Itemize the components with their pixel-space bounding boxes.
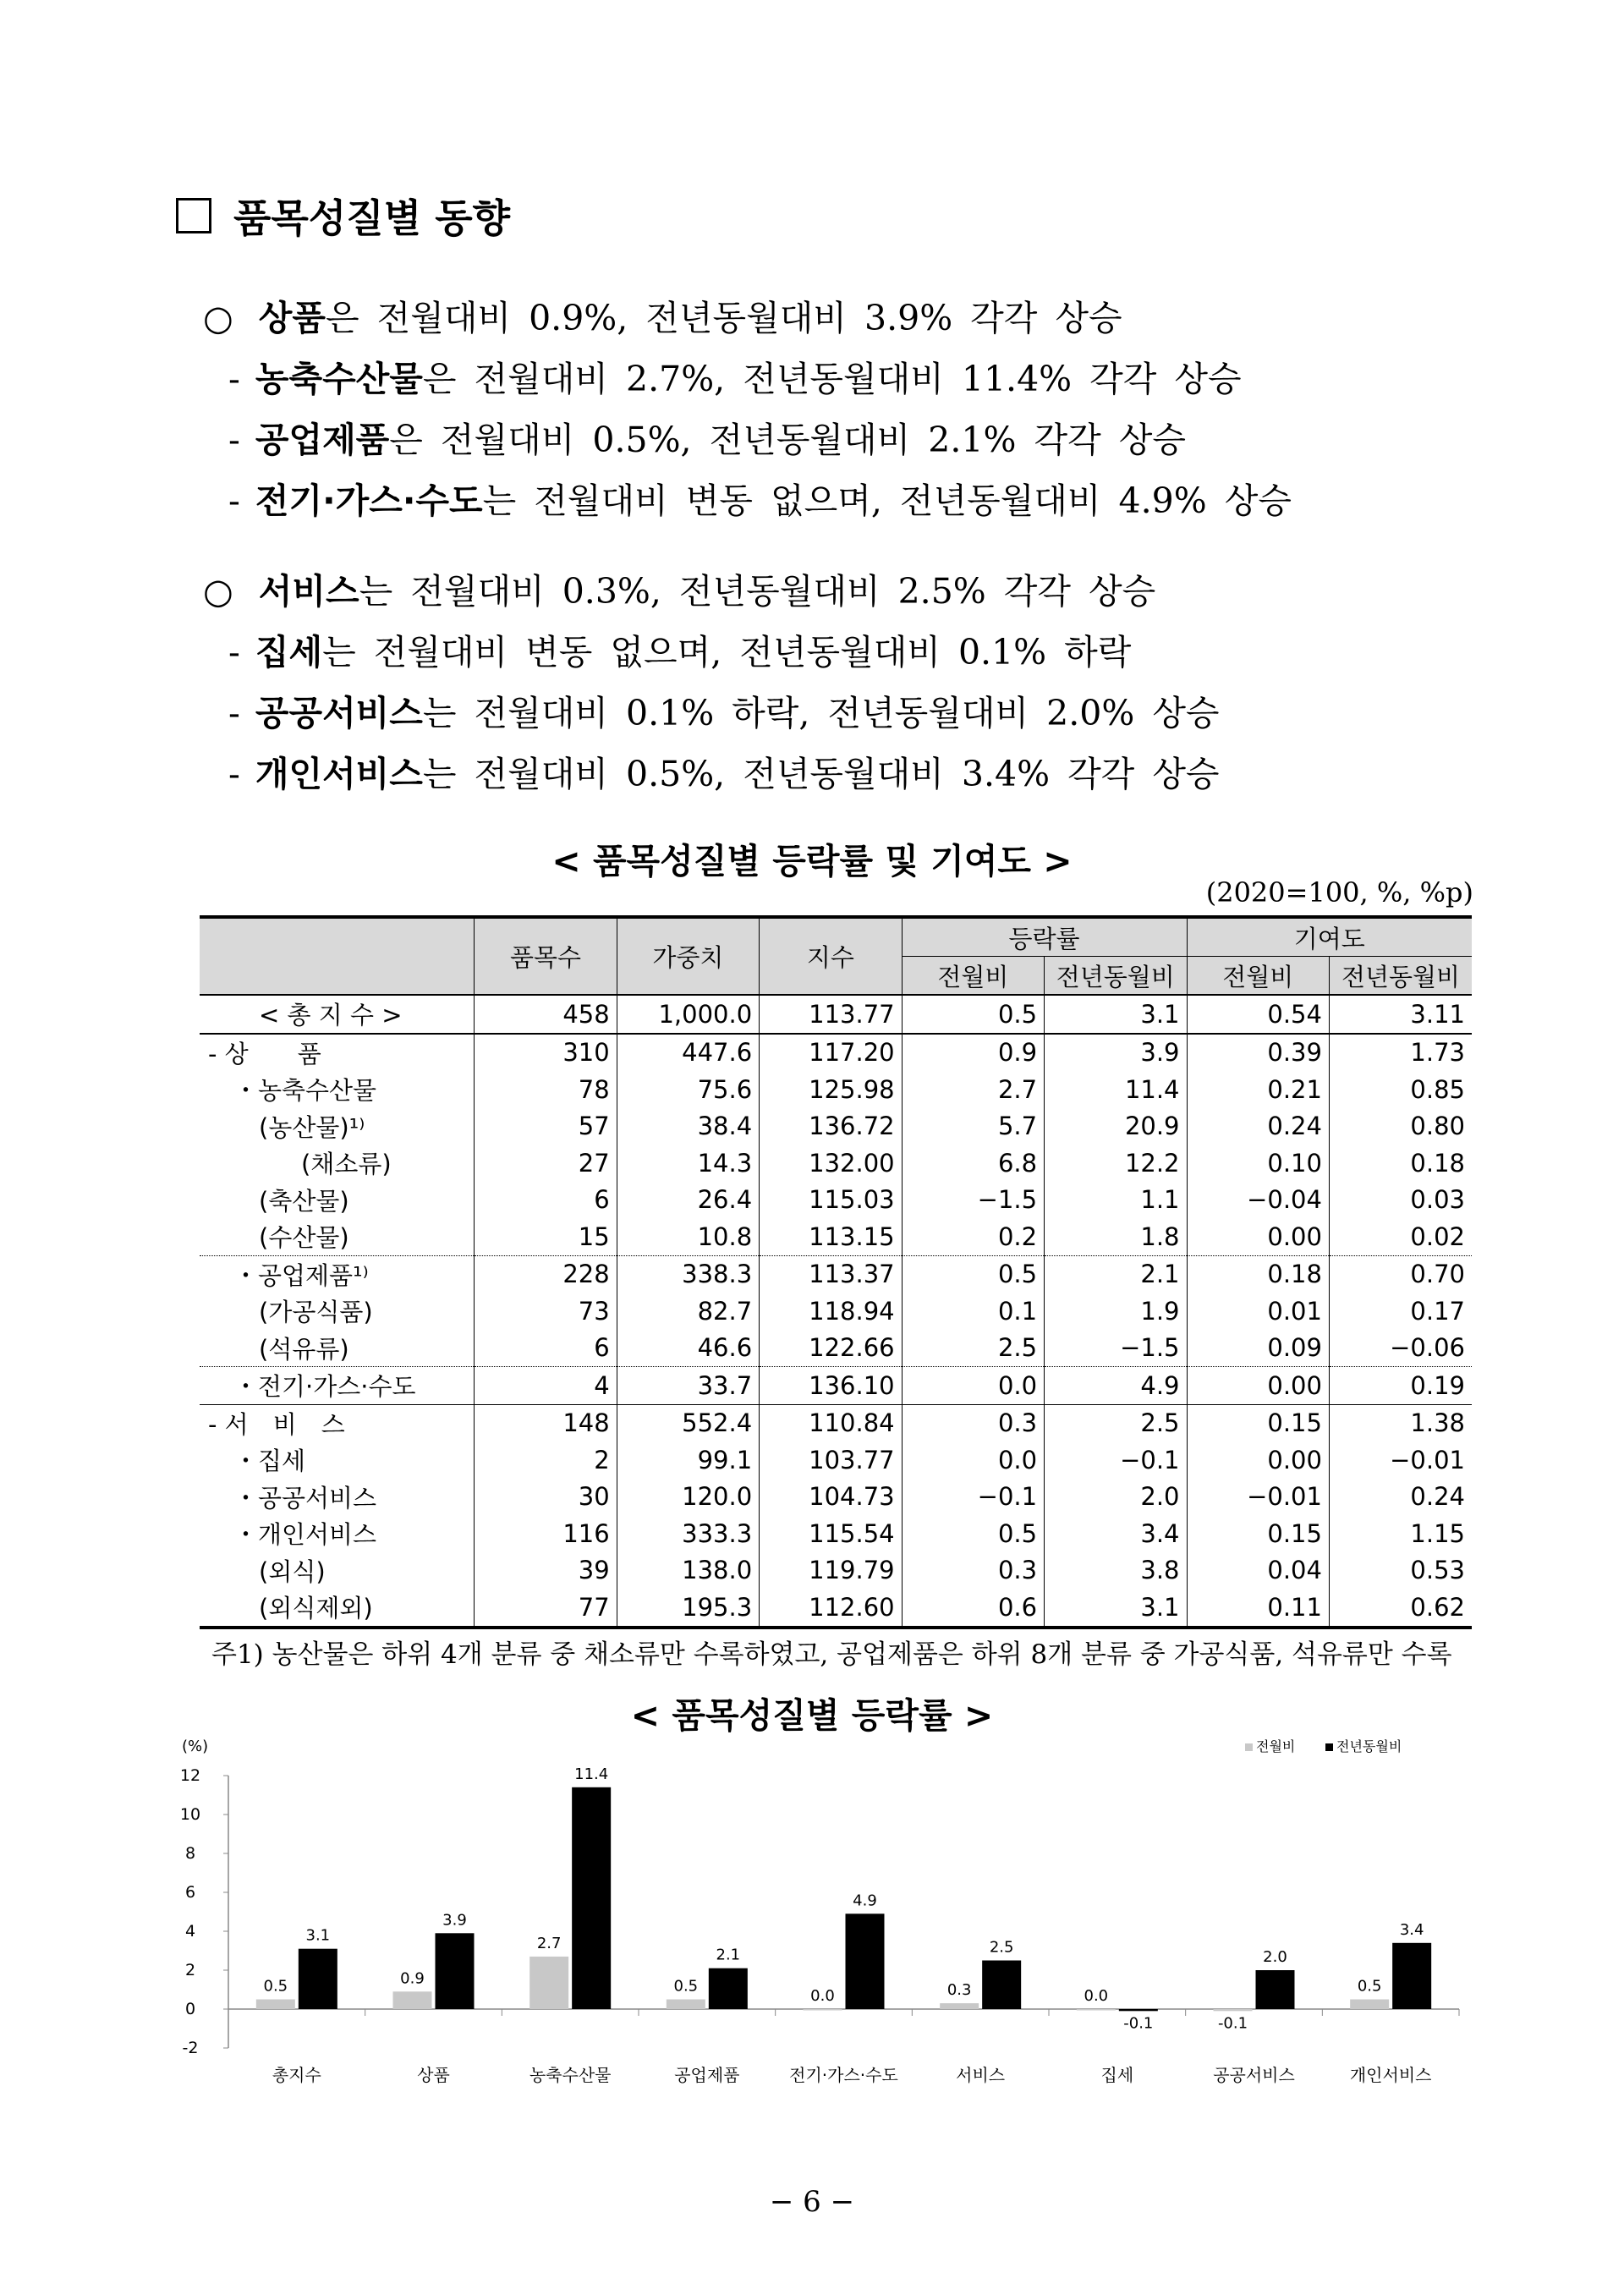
header-weight: 가중치	[617, 917, 759, 995]
cell-value: 0.01	[1187, 1293, 1329, 1330]
cell-value: 3.1	[1045, 995, 1187, 1034]
legend-swatch-mom	[1245, 1743, 1253, 1751]
y-tick-label: 12	[179, 1766, 201, 1785]
section-title-text: 품목성질별 동향	[233, 195, 511, 241]
y-tick-label: 4	[184, 1922, 196, 1941]
cell-value: 104.73	[760, 1479, 902, 1516]
cell-value: −1.5	[902, 1182, 1044, 1219]
row-label: ・집세	[200, 1441, 475, 1479]
summary-line	[228, 351, 1242, 401]
page-number: − 6 −	[769, 2185, 855, 2219]
table-row	[200, 1330, 1472, 1367]
data-label: 3.4	[1399, 1920, 1424, 1939]
data-table	[200, 915, 1472, 1629]
cell-value: 119.79	[760, 1552, 902, 1589]
table-row	[200, 1108, 1472, 1145]
cell-value: 6	[475, 1182, 617, 1219]
cell-value: 0.02	[1329, 1218, 1472, 1255]
cell-value: 116	[475, 1515, 617, 1552]
table-row	[200, 1552, 1472, 1589]
checkbox-icon	[176, 198, 211, 233]
row-label: (석유류)	[200, 1330, 475, 1367]
cell-value: 0.04	[1187, 1552, 1329, 1589]
item-description: 는 전월대비 0.1% 하락, 전년동월대비 2.0% 상승	[422, 693, 1220, 733]
cell-value: 120.0	[617, 1479, 759, 1516]
cell-value: 0.0	[902, 1367, 1044, 1405]
cell-value: 122.66	[760, 1330, 902, 1367]
bullet: ○	[203, 571, 233, 612]
item-name: 상품	[258, 298, 326, 338]
bar-yoy	[982, 1961, 1021, 2010]
y-tick-label: 8	[184, 1844, 196, 1863]
cell-value: 0.00	[1187, 1441, 1329, 1479]
bar-mom	[1077, 2009, 1116, 2011]
data-label: 11.4	[574, 1765, 609, 1783]
cell-value: 333.3	[617, 1515, 759, 1552]
x-tick-label: 개인서비스	[1349, 2065, 1432, 2085]
data-label: 0.5	[1357, 1977, 1382, 1996]
table-row	[200, 995, 1472, 1034]
bullet: -	[228, 754, 240, 794]
bullet: -	[228, 359, 240, 399]
cell-value: 1.38	[1329, 1404, 1472, 1441]
cell-value: 132.00	[760, 1145, 902, 1182]
cell-value: 1.8	[1045, 1218, 1187, 1255]
cell-value: 113.77	[760, 995, 902, 1034]
cell-value: 0.03	[1329, 1182, 1472, 1219]
item-name: 공공서비스	[255, 693, 423, 733]
table-row	[200, 1034, 1472, 1072]
chart-caption: < 품목성질별 등락률 >	[630, 1695, 994, 1736]
x-tick-label: 집세	[1100, 2065, 1134, 2085]
cell-value: −0.1	[1045, 1441, 1187, 1479]
data-label: 0.9	[400, 1969, 425, 1988]
cell-value: 0.17	[1329, 1293, 1472, 1330]
cell-value: 113.37	[760, 1255, 902, 1293]
cell-value: 39	[475, 1552, 617, 1589]
item-description: 은 전월대비 2.7%, 전년동월대비 11.4% 각각 상승	[422, 359, 1242, 399]
item-name: 서비스	[258, 571, 359, 612]
y-tick-label: 0	[184, 2000, 196, 2018]
table-row	[200, 1515, 1472, 1552]
cell-value: 5.7	[902, 1108, 1044, 1145]
cell-value: 148	[475, 1404, 617, 1441]
data-label: 0.0	[1084, 1987, 1109, 2005]
row-label: (외식제외)	[200, 1589, 475, 1628]
bar-yoy	[846, 1913, 885, 2009]
cell-value: 103.77	[760, 1441, 902, 1479]
cell-value: 0.1	[902, 1293, 1044, 1330]
data-label: 0.5	[263, 1977, 288, 1996]
cell-value: 14.3	[617, 1145, 759, 1182]
header-index: 지수	[760, 917, 902, 995]
cell-value: 338.3	[617, 1255, 759, 1293]
cell-value: 110.84	[760, 1404, 902, 1441]
cell-value: 3.8	[1045, 1552, 1187, 1589]
cell-value: 0.9	[902, 1034, 1044, 1072]
bar-chart	[169, 1734, 1472, 2098]
cell-value: −0.01	[1329, 1441, 1472, 1479]
data-label: 2.7	[536, 1934, 562, 1952]
cell-value: 0.11	[1187, 1589, 1329, 1628]
data-label: -0.1	[1217, 2014, 1248, 2033]
item-description: 은 전월대비 0.9%, 전년동월대비 3.9% 각각 상승	[326, 298, 1122, 338]
cell-value: −0.04	[1187, 1182, 1329, 1219]
data-label: -0.1	[1123, 2014, 1154, 2033]
cell-value: −1.5	[1045, 1330, 1187, 1367]
cell-value: 0.19	[1329, 1367, 1472, 1405]
header-category	[200, 917, 475, 995]
data-label: 0.0	[810, 1987, 835, 2005]
cell-value: −0.1	[902, 1479, 1044, 1516]
cell-value: 228	[475, 1255, 617, 1293]
bar-yoy	[299, 1949, 337, 2009]
bar-mom	[940, 2003, 979, 2009]
cell-value: 26.4	[617, 1182, 759, 1219]
cell-value: 0.09	[1187, 1330, 1329, 1367]
row-label: ・농축수산물	[200, 1071, 475, 1108]
cell-value: 0.10	[1187, 1145, 1329, 1182]
cell-value: 2.5	[902, 1330, 1044, 1367]
bar-yoy	[1392, 1943, 1431, 2009]
cell-value: 0.5	[902, 995, 1044, 1034]
cell-value: 552.4	[617, 1404, 759, 1441]
data-label: 0.3	[946, 1981, 972, 2000]
cell-value: 458	[475, 995, 617, 1034]
data-label: 3.1	[305, 1926, 331, 1945]
row-label: (가공식품)	[200, 1293, 475, 1330]
cell-value: 1.9	[1045, 1293, 1187, 1330]
summary-line	[228, 412, 1186, 462]
cell-value: 0.80	[1329, 1108, 1472, 1145]
row-label: ・공공서비스	[200, 1479, 475, 1516]
bar-yoy	[1119, 2009, 1158, 2011]
table-row	[200, 1479, 1472, 1516]
data-label: 2.0	[1263, 1948, 1287, 1966]
cell-value: 0.00	[1187, 1218, 1329, 1255]
cell-value: 115.54	[760, 1515, 902, 1552]
row-label: ・공업제품¹⁾	[200, 1255, 475, 1293]
cell-value: 30	[475, 1479, 617, 1516]
cell-value: 0.39	[1187, 1034, 1329, 1072]
cell-value: 0.85	[1329, 1071, 1472, 1108]
item-description: 은 전월대비 0.5%, 전년동월대비 2.1% 각각 상승	[389, 420, 1186, 460]
cell-value: 0.70	[1329, 1255, 1472, 1293]
table-row	[200, 1071, 1472, 1108]
cell-value: 0.15	[1187, 1404, 1329, 1441]
bar-yoy	[1256, 1970, 1295, 2009]
item-name: 개인서비스	[255, 754, 423, 794]
cell-value: 0.54	[1187, 995, 1329, 1034]
y-tick-label: 2	[184, 1961, 196, 1979]
x-tick-label: 공공서비스	[1213, 2065, 1295, 2085]
summary-line	[228, 624, 1131, 674]
row-label: - 서 비 스	[200, 1404, 475, 1441]
legend-label: 전년동월비	[1336, 1738, 1402, 1754]
cell-value: 82.7	[617, 1293, 759, 1330]
table-row	[200, 1404, 1472, 1441]
cell-value: 310	[475, 1034, 617, 1072]
bar-yoy	[709, 1968, 748, 2009]
cell-value: 1.73	[1329, 1034, 1472, 1072]
y-tick-label: 6	[184, 1883, 196, 1902]
cell-value: 136.72	[760, 1108, 902, 1145]
x-tick-label: 총지수	[272, 2065, 321, 2085]
bullet: ○	[203, 298, 233, 338]
cell-value: 10.8	[617, 1218, 759, 1255]
cell-value: 77	[475, 1589, 617, 1628]
cell-value: 195.3	[617, 1589, 759, 1628]
row-label: (채소류)	[200, 1145, 475, 1182]
cell-value: 75.6	[617, 1071, 759, 1108]
y-axis-label: (%)	[182, 1738, 209, 1755]
cell-value: 2	[475, 1441, 617, 1479]
cell-value: 11.4	[1045, 1071, 1187, 1108]
bullet: -	[228, 693, 240, 733]
cell-value: 0.2	[902, 1218, 1044, 1255]
cell-value: 0.53	[1329, 1552, 1472, 1589]
table-row	[200, 1145, 1472, 1182]
cell-value: 33.7	[617, 1367, 759, 1405]
cell-value: 138.0	[617, 1552, 759, 1589]
bullet: -	[228, 632, 240, 673]
bar-mom	[393, 1991, 432, 2009]
cell-value: 15	[475, 1218, 617, 1255]
cell-value: 0.3	[902, 1552, 1044, 1589]
table-row	[200, 1441, 1472, 1479]
cell-value: 4	[475, 1367, 617, 1405]
x-tick-label: 전기·가스·수도	[789, 2065, 898, 2085]
header-change-yoy: 전년동월비	[1045, 957, 1187, 996]
table-row	[200, 1218, 1472, 1255]
header-change-mom: 전월비	[902, 957, 1044, 996]
data-label: 4.9	[853, 1891, 877, 1910]
table-caption: < 품목성질별 등락률 및 기여도 >	[551, 841, 1073, 881]
row-label: ・전기·가스·수도	[200, 1367, 475, 1405]
row-label: (축산물)	[200, 1182, 475, 1219]
cell-value: 4.9	[1045, 1367, 1187, 1405]
cell-value: 6.8	[902, 1145, 1044, 1182]
cell-value: 2.7	[902, 1071, 1044, 1108]
cell-value: 447.6	[617, 1034, 759, 1072]
cell-value: 115.03	[760, 1182, 902, 1219]
bar-mom	[667, 2000, 705, 2010]
cell-value: 0.15	[1187, 1515, 1329, 1552]
cell-value: 0.6	[902, 1589, 1044, 1628]
cell-value: 136.10	[760, 1367, 902, 1405]
cell-value: 0.5	[902, 1255, 1044, 1293]
cell-value: 73	[475, 1293, 617, 1330]
header-count: 품목수	[475, 917, 617, 995]
cell-value: 0.18	[1329, 1145, 1472, 1182]
cell-value: 2.1	[1045, 1255, 1187, 1293]
cell-value: 0.24	[1187, 1108, 1329, 1145]
y-tick-label: -2	[182, 2039, 199, 2057]
item-name: 농축수산물	[255, 359, 423, 399]
cell-value: 0.21	[1187, 1071, 1329, 1108]
footnote: 주1) 농산물은 하위 4개 분류 중 채소류만 수록하였고, 공업제품은 하위 8개 분류 중 가공식품, 석유류만 수록	[211, 1639, 1452, 1670]
cell-value: 0.18	[1187, 1255, 1329, 1293]
bar-mom	[804, 2009, 842, 2011]
cell-value: 99.1	[617, 1441, 759, 1479]
data-label: 2.5	[989, 1938, 1014, 1957]
cell-value: 12.2	[1045, 1145, 1187, 1182]
cell-value: 3.11	[1329, 995, 1472, 1034]
row-label: (농산물)¹⁾	[200, 1108, 475, 1145]
row-label: (수산물)	[200, 1218, 475, 1255]
cell-value: 0.5	[902, 1515, 1044, 1552]
cell-value: 0.24	[1329, 1479, 1472, 1516]
cell-value: 0.0	[902, 1441, 1044, 1479]
x-tick-label: 농축수산물	[529, 2065, 612, 2085]
header-contrib-mom: 전월비	[1187, 957, 1329, 996]
x-tick-label: 공업제품	[674, 2065, 740, 2085]
cell-value: 125.98	[760, 1071, 902, 1108]
row-label: - 상 품	[200, 1034, 475, 1072]
bar-mom	[1214, 2009, 1253, 2011]
bar-yoy	[436, 1933, 475, 2009]
summary-line	[228, 746, 1220, 796]
cell-value: 6	[475, 1330, 617, 1367]
cell-value: 38.4	[617, 1108, 759, 1145]
summary-line	[203, 290, 1122, 340]
row-label: ・개인서비스	[200, 1515, 475, 1552]
data-label: 2.1	[716, 1946, 741, 1964]
table-row	[200, 1255, 1472, 1293]
bar-yoy	[572, 1787, 611, 2009]
item-description: 는 전월대비 변동 없으며, 전년동월대비 0.1% 하락	[322, 632, 1132, 673]
cell-value: 112.60	[760, 1589, 902, 1628]
section-title	[176, 188, 510, 244]
item-name: 공업제품	[255, 420, 390, 460]
cell-value: 0.00	[1187, 1367, 1329, 1405]
data-label: 3.9	[442, 1911, 467, 1930]
cell-value: 20.9	[1045, 1108, 1187, 1145]
x-tick-label: 상품	[417, 2065, 450, 2085]
item-name: 전기·가스·수도	[255, 480, 483, 521]
cell-value: 1,000.0	[617, 995, 759, 1034]
bar-mom	[256, 2000, 295, 2010]
item-description: 는 전월대비 0.5%, 전년동월대비 3.4% 각각 상승	[422, 754, 1220, 794]
bar-mom	[1350, 2000, 1389, 2010]
table-row	[200, 1182, 1472, 1219]
header-change: 등락률	[902, 917, 1187, 957]
cell-value: 27	[475, 1145, 617, 1182]
cell-value: 78	[475, 1071, 617, 1108]
cell-value: 57	[475, 1108, 617, 1145]
item-description: 는 전월대비 0.3%, 전년동월대비 2.5% 각각 상승	[359, 571, 1156, 612]
table-row	[200, 1293, 1472, 1330]
cell-value: 3.1	[1045, 1589, 1187, 1628]
cell-value: 0.62	[1329, 1589, 1472, 1628]
x-tick-label: 서비스	[956, 2065, 1006, 2085]
cell-value: 2.0	[1045, 1479, 1187, 1516]
summary-line	[203, 563, 1155, 613]
cell-value: 1.15	[1329, 1515, 1472, 1552]
cell-value: 117.20	[760, 1034, 902, 1072]
cell-value: 118.94	[760, 1293, 902, 1330]
cell-value: −0.06	[1329, 1330, 1472, 1367]
summary-line	[228, 685, 1220, 735]
row-label: < 총 지 수 >	[200, 995, 475, 1034]
header-contrib: 기여도	[1187, 917, 1472, 957]
cell-value: 46.6	[617, 1330, 759, 1367]
row-label: (외식)	[200, 1552, 475, 1589]
legend-label: 전월비	[1256, 1738, 1296, 1754]
legend-swatch-yoy	[1325, 1743, 1333, 1751]
bullet: -	[228, 420, 240, 460]
item-name: 집세	[255, 632, 323, 673]
table-row	[200, 1367, 1472, 1405]
data-label: 0.5	[673, 1977, 699, 1996]
cell-value: 1.1	[1045, 1182, 1187, 1219]
y-tick-label: 10	[179, 1805, 201, 1824]
header-contrib-yoy: 전년동월비	[1329, 957, 1472, 996]
summary-line	[228, 473, 1292, 523]
cell-value: −0.01	[1187, 1479, 1329, 1516]
cell-value: 3.4	[1045, 1515, 1187, 1552]
cell-value: 0.3	[902, 1404, 1044, 1441]
table-unit: (2020=100, %, %p)	[1205, 876, 1473, 909]
item-description: 는 전월대비 변동 없으며, 전년동월대비 4.9% 상승	[482, 480, 1292, 521]
cell-value: 113.15	[760, 1218, 902, 1255]
bullet: -	[228, 480, 240, 521]
cell-value: 3.9	[1045, 1034, 1187, 1072]
bar-mom	[529, 1957, 568, 2009]
table-row	[200, 1589, 1472, 1628]
cell-value: 2.5	[1045, 1404, 1187, 1441]
